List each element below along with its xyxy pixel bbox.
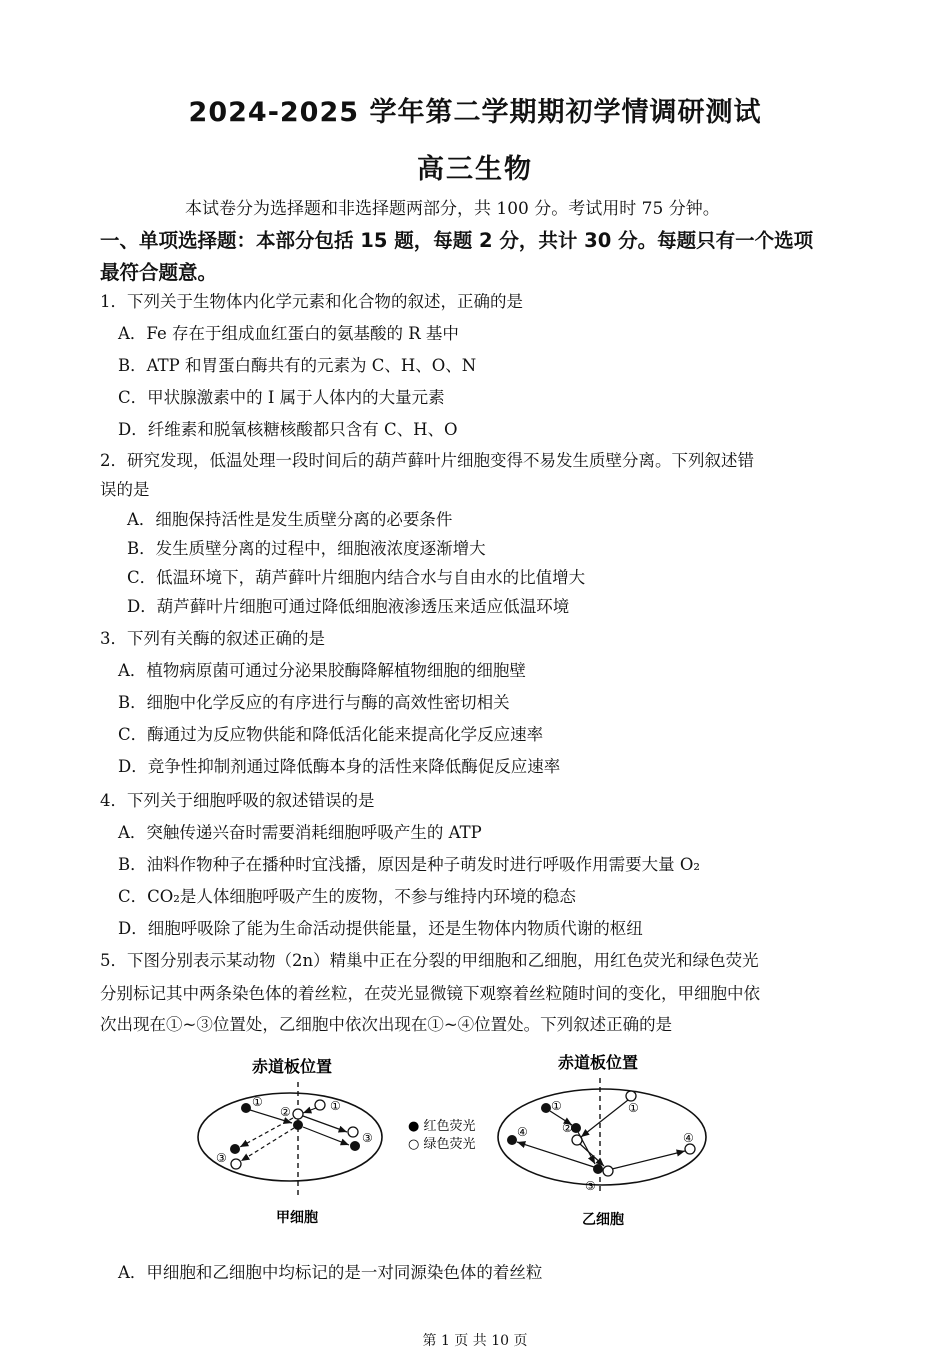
legend-red: ● 红色荧光 [408,1119,476,1134]
section-heading-line1: 一、单项选择题：本部分包括 15 题，每题 2 分，共计 30 分。每题只有一个选项 [100,229,814,252]
question-2-option-d: D．葫芦藓叶片细胞可通过降低细胞液渗透压来适应低温环境 [127,597,570,616]
question-4-option-a: A．突触传递兴奋时需要消耗细胞呼吸产生的 ATP [118,823,482,842]
question-4-stem: 4．下列关于细胞呼吸的叙述错误的是 [100,791,375,810]
question-3-option-d: D．竞争性抑制剂通过降低酶本身的活性来降低酶促反应速率 [118,757,561,776]
question-3-option-a: A．植物病原菌可通过分泌果胶酶降解植物细胞的细胞壁 [118,661,526,680]
question-5-option-a: A．甲细胞和乙细胞中均标记的是一对同源染色体的着丝粒 [118,1263,543,1282]
left-mark-1: ① [252,1095,263,1109]
right-mark-4b: ④ [683,1131,694,1145]
right-arrow-3 [578,1132,595,1164]
left-cell-label: 甲细胞 [276,1210,318,1226]
question-1-stem: 1．下列关于生物体内化学元素和化合物的叙述，正确的是 [100,292,523,311]
left-arrow-2 [303,1108,316,1113]
right-arrow-1 [550,1111,572,1125]
right-arrow-2 [581,1100,628,1137]
left-green-dot-1 [315,1100,325,1110]
left-green-dot-3b [231,1159,241,1169]
left-mark-2: ② [280,1105,291,1119]
right-equator-label: 赤道板位置 [558,1053,639,1072]
left-green-dot-2 [293,1109,303,1119]
question-2-option-a: A．细胞保持活性是发生质壁分离的必要条件 [127,510,453,529]
right-red-dot-3 [593,1164,603,1174]
right-mark-1: ① [551,1099,562,1113]
question-4-option-b: B．油料作物种子在播种时宜浅播，原因是种子萌发时进行呼吸作用需要大量 O₂ [118,855,701,874]
left-arrow-5 [240,1118,293,1147]
right-mark-3: ③ [585,1179,596,1193]
cell-division-diagram [190,1050,730,1235]
right-mark-2: ② [562,1121,573,1135]
left-mark-3: ③ [362,1131,373,1145]
subject-title: 高三生物 [417,154,533,185]
question-1-option-d: D．纤维素和脱氧核糖核酸都只含有 C、H、O [118,420,458,439]
left-arrow-6 [241,1128,294,1161]
right-red-dot-4 [507,1135,517,1145]
left-red-dot-3b [230,1144,240,1154]
question-1-option-c: C．甲状腺激素中的 I 属于人体内的大量元素 [118,388,445,407]
question-4-option-d: D．细胞呼吸除了能为生命活动提供能量，还是生物体内物质代谢的枢纽 [118,919,643,938]
question-2-option-c: C．低温环境下，葫芦藓叶片细胞内结合水与自由水的比值增大 [127,568,586,587]
left-mark-3b: ③ [216,1151,227,1165]
question-5-stem-line3: 次出现在①~③位置处，乙细胞中依次出现在①~④位置处。下列叙述正确的是 [100,1015,673,1034]
left-green-dot-3 [348,1127,358,1137]
question-2-stem-line1: 2．研究发现，低温处理一段时间后的葫芦藓叶片细胞变得不易发生质壁分离。下列叙述错 [100,451,754,470]
right-mark-4: ④ [517,1125,528,1139]
question-5-stem-line1: 5．下图分别表示某动物（2n）精巢中正在分裂的甲细胞和乙细胞，用红色荧光和绿色荧光 [100,951,759,970]
question-5-stem-line2: 分别标记其中两条染色体的着丝粒，在荧光显微镜下观察着丝粒随时间的变化，甲细胞中依 [100,984,760,1003]
right-red-dot-1 [541,1103,551,1113]
question-3-stem: 3．下列有关酶的叙述正确的是 [100,629,325,648]
right-green-dot-3 [603,1166,613,1176]
left-red-dot-2 [293,1120,303,1130]
right-green-dot-4 [685,1144,695,1154]
question-2-option-b: B．发生质壁分离的过程中，细胞液浓度逐渐增大 [127,539,486,558]
left-mark-1b: ① [330,1099,341,1113]
right-arrow-6 [612,1151,685,1169]
right-green-dot-1 [626,1091,636,1101]
question-4-option-c: C．CO₂是人体细胞呼吸产生的废物，不参与维持内环境的稳态 [118,887,576,906]
exam-intro: 本试卷分为选择题和非选择题两部分，共 100 分。考试用时 75 分钟。 [185,199,720,219]
question-3-option-c: C．酶通过为反应物供能和降低活化能来提高化学反应速率 [118,725,544,744]
question-1-option-b: B．ATP 和胃蛋白酶共有的元素为 C、H、O、N [118,356,477,375]
left-equator-label: 赤道板位置 [252,1057,333,1076]
section-heading-line2: 最符合题意。 [100,261,218,284]
question-1-option-a: A．Fe 存在于组成血红蛋白的氨基酸的 R 基中 [118,324,459,343]
question-3-option-b: B．细胞中化学反应的有序进行与酶的高效性密切相关 [118,693,510,712]
left-red-dot-3 [350,1141,360,1151]
diagram-svg [190,1050,730,1235]
question-2-stem-line2: 误的是 [100,480,150,499]
right-cell-label: 乙细胞 [582,1212,624,1228]
left-red-dot-1 [241,1103,251,1113]
legend-green: ○ 绿色荧光 [408,1137,476,1152]
right-mark-1b: ① [628,1101,639,1115]
page-footer: 第 1 页 共 10 页 [422,1333,528,1349]
exam-title: 2024-2025 学年第二学期期初学情调研测试 [188,97,762,128]
